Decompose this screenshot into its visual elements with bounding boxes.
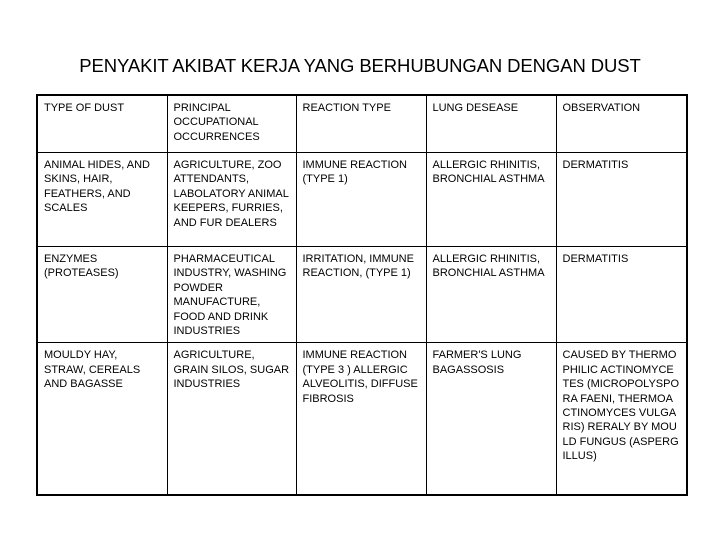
slide-title: PENYAKIT AKIBAT KERJA YANG BERHUBUNGAN DENGAN DUST xyxy=(79,55,641,76)
table-cell: IMMUNE REACTION (TYPE 3 ) ALLERGIC ALVEOLITIS, DIFFUSE FIBROSIS xyxy=(296,343,426,496)
table-cell: DERMATITIS xyxy=(556,153,687,247)
table-cell: IRRITATION, IMMUNE REACTION, (TYPE 1) xyxy=(296,247,426,343)
table-cell: CAUSED BY THERMOPHILIC ACTINOMYCETES (MICROPOLYSPORA FAENI, THERMOACTINOMYCES VULGARIS) RERALY BY MOULD FUNGUS (ASPERGILLUS) xyxy=(556,343,687,496)
table-cell: ENZYMES (PROTEASES) xyxy=(37,247,167,343)
table-header-row xyxy=(37,95,687,153)
table-row xyxy=(37,247,687,343)
table-cell: AGRICULTURE, GRAIN SILOS, SUGAR INDUSTRIES xyxy=(167,343,296,496)
table-cell: ALLERGIC RHINITIS, BRONCHIAL ASTHMA xyxy=(426,247,556,343)
header-principal-occupational-occurrences: PRINCIPAL OCCUPATIONAL OCCURRENCES xyxy=(167,95,296,153)
header-lung-disease: LUNG DESEASE xyxy=(426,95,556,153)
table-cell: MOULDY HAY, STRAW, CEREALS AND BAGASSE xyxy=(37,343,167,496)
table-cell: ALLERGIC RHINITIS, BRONCHIAL ASTHMA xyxy=(426,153,556,247)
table-cell: IMMUNE REACTION (TYPE 1) xyxy=(296,153,426,247)
table-cell: FARMER'S LUNG BAGASSOSIS xyxy=(426,343,556,496)
table-cell: PHARMACEUTICAL INDUSTRY, WASHING POWDER MANUFACTURE, FOOD AND DRINK INDUSTRIES xyxy=(167,247,296,343)
header-observation: OBSERVATION xyxy=(556,95,687,153)
table-cell: DERMATITIS xyxy=(556,247,687,343)
header-type-of-dust: TYPE OF DUST xyxy=(37,95,167,153)
header-reaction-type: REACTION TYPE xyxy=(296,95,426,153)
table-row xyxy=(37,343,687,496)
table-cell: AGRICULTURE, ZOO ATTENDANTS, LABOLATORY ANIMAL KEEPERS, FURRIES, AND FUR DEALERS xyxy=(167,153,296,247)
table-row xyxy=(37,153,687,247)
table-cell: ANIMAL HIDES, AND SKINS, HAIR, FEATHERS, AND SCALES xyxy=(37,153,167,247)
dust-diseases-table xyxy=(36,94,688,496)
